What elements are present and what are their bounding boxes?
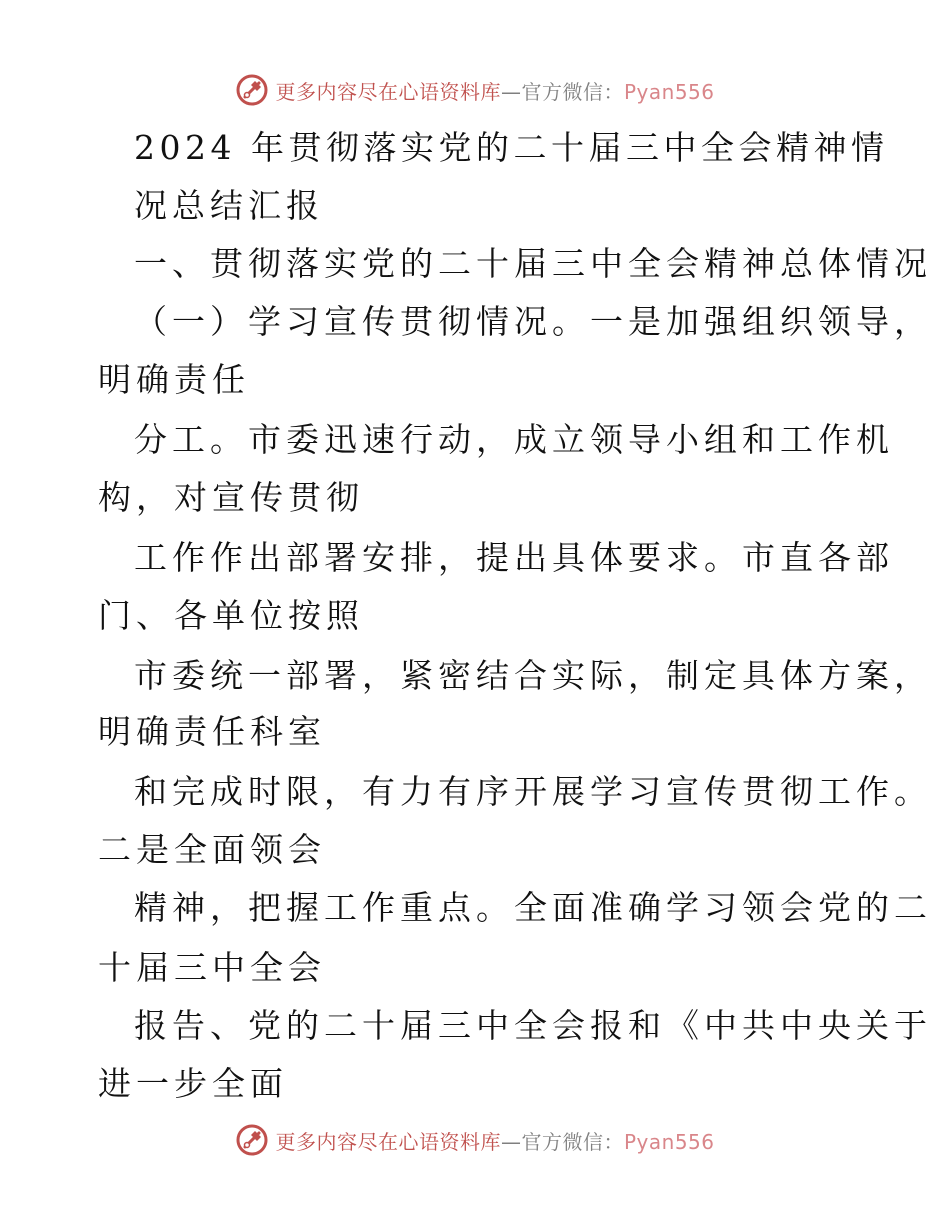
watermark-official-label: 官方微信： <box>521 79 624 104</box>
watermark-main-text: 更多内容尽在心语资料库 <box>275 1129 501 1154</box>
paragraph-line: 明确责任科室 <box>98 712 326 751</box>
paragraph-line: 进一步全面 <box>98 1064 288 1103</box>
paragraph-line: 构，对宣传贯彻 <box>98 478 364 517</box>
paragraph-line: 精神，把握工作重点。全面准确学习领会党的二 <box>134 888 932 927</box>
section-heading: 一、贯彻落实党的二十届三中全会精神总体情况 <box>134 244 932 283</box>
watermark-official-label: 官方微信： <box>521 1129 624 1154</box>
paragraph-line: （一）学习宣传贯彻情况。一是加强组织领导， <box>134 302 932 341</box>
paragraph-line: 和完成时限，有力有序开展学习宣传贯彻工作。 <box>134 772 932 811</box>
paragraph-line: 分工。市委迅速行动，成立领导小组和工作机 <box>134 420 894 459</box>
header-watermark <box>0 70 950 110</box>
title-line-1: 2024 年贯彻落实党的二十届三中全会精神情 <box>134 128 889 167</box>
paragraph-line: 报告、党的二十届三中全会报和《中共中央关于 <box>134 1006 932 1045</box>
watermark-main-text: 更多内容尽在心语资料库 <box>275 79 501 104</box>
paragraph-line: 明确责任 <box>98 360 250 399</box>
paragraph-line: 门、各单位按照 <box>98 596 364 635</box>
paragraph-line: 二是全面领会 <box>98 830 326 869</box>
logo-icon <box>235 73 269 107</box>
watermark-text <box>275 1126 714 1155</box>
paragraph-line: 工作作出部署安排，提出具体要求。市直各部 <box>134 538 894 577</box>
paragraph-line: 十届三中全会 <box>98 948 326 987</box>
watermark-wechat-id: Pyan556 <box>623 79 715 104</box>
footer-watermark <box>0 1120 950 1160</box>
watermark-text <box>275 76 714 105</box>
watermark-wechat-id: Pyan556 <box>623 1129 715 1154</box>
watermark-dash: — <box>500 79 522 104</box>
paragraph-line: 市委统一部署，紧密结合实际，制定具体方案， <box>134 656 932 695</box>
title-line-2: 况总结汇报 <box>134 186 324 225</box>
watermark-dash: — <box>500 1129 522 1154</box>
logo-icon <box>235 1123 269 1157</box>
